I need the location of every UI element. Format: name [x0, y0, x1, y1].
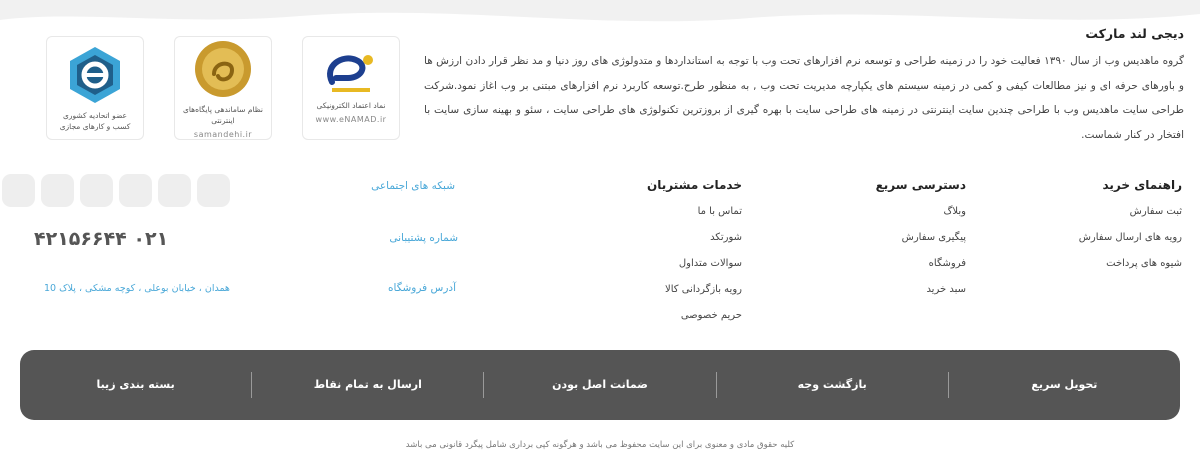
enamad-badge[interactable]	[302, 36, 400, 140]
social-icon-2[interactable]	[41, 174, 74, 207]
about-section	[424, 26, 1184, 147]
service-link-returns[interactable]: رویه بازگردانی کالا	[665, 284, 742, 295]
union-caption	[60, 110, 131, 132]
union-logo-icon	[64, 44, 126, 106]
union-badge[interactable]	[46, 36, 144, 140]
samandehi-caption: نظام ساماندهی پایگاه‌های اینترنتی	[183, 104, 263, 125]
quick-link-cart[interactable]: سبد خرید	[926, 284, 966, 295]
service-link-faq[interactable]: سوالات متداول	[678, 258, 742, 269]
about-text: گروه ماهدیس وب از سال ۱۳۹۰ فعالیت خود را در زمینه طراحی و توسعه نرم افزارهای تحت وب با توجه به استانداردها و متدولوژی های روز دنیا و مد نظر قرار دادن ارزش ها و باورهای حرفه ای و نیز مطالعات کیفی و کمی در زمینه سیستم های یکپارچه مدیریت تحت وب , به منظور طرح.توسعه کاربرد نرم افزارهای مبتنی بر وب اغاز نمود.شرکت طراحی سایت ماهدیس وب با طراحی چندین سایت اینترنتی در زمینه های طراحی سایت با بهره گیری از بروزترین تکنولوژی های طراحی سایت ، سئو و بهینه سازی سایت با افتخار در کنار شماست.	[424, 55, 1184, 141]
samandehi-logo-icon	[192, 38, 254, 100]
enamad-caption: نماد اعتماد الکترونیکی	[316, 101, 386, 110]
store-address-value: همدان ، خیابان بوعلی ، کوچه مشکی ، پلاک 10	[44, 283, 230, 294]
social-icon-5[interactable]	[158, 174, 191, 207]
social-icon-3[interactable]	[80, 174, 113, 207]
customer-services-column	[612, 178, 742, 334]
customer-services-title: خدمات مشتریان	[646, 178, 742, 192]
guide-link-payment[interactable]: شیوه های پرداخت	[1106, 258, 1182, 269]
about-title: دیجی لند مارکت	[1085, 26, 1184, 41]
service-link-contact[interactable]: تماس با ما	[697, 206, 742, 217]
trust-badges	[46, 36, 400, 140]
support-phone-number[interactable]: ۰۲۱ ۴۲۱۵۶۶۴۴	[34, 228, 169, 250]
service-link-privacy[interactable]: حریم خصوصی	[680, 310, 742, 321]
guide-link-shipping[interactable]: رویه های ارسال سفارش	[1078, 232, 1182, 243]
buying-guide-title: راهنمای خرید	[1102, 178, 1182, 192]
samandehi-url: samandehi.ir	[193, 129, 253, 139]
quick-access-title: دسترسی سریع	[875, 178, 966, 192]
feature-authenticity: ضمانت اصل بودن	[483, 372, 715, 398]
quick-link-shop[interactable]: فروشگاه	[928, 258, 966, 269]
buying-guide-column	[1022, 178, 1182, 282]
feature-money-back: بازگشت وجه	[716, 372, 948, 398]
quick-link-blog[interactable]: وبلاگ	[943, 206, 966, 217]
feature-nationwide-shipping: ارسال به تمام نقاط	[251, 372, 483, 398]
enamad-url: www.eNAMAD.ir	[315, 115, 387, 124]
service-link-shortcode[interactable]: شورتکد	[710, 232, 742, 243]
social-icon-4[interactable]	[119, 174, 152, 207]
feature-fast-delivery: تحویل سریع	[948, 372, 1180, 398]
union-caption-line2: کسب و کارهای مجازی	[59, 122, 131, 131]
quick-link-tracking[interactable]: پیگیری سفارش	[901, 232, 966, 243]
social-networks-label: شبکه های اجتماعی	[371, 180, 455, 192]
social-icon-1[interactable]	[2, 174, 35, 207]
store-address-label: آدرس فروشگاه	[388, 282, 456, 294]
feature-nice-packaging: بسته بندی زیبا	[96, 378, 175, 391]
quick-access-column	[836, 178, 966, 308]
samandehi-badge[interactable]	[174, 36, 272, 140]
enamad-logo-icon	[322, 52, 380, 96]
union-caption-line1: عضو اتحادیه کشوری	[63, 111, 127, 120]
social-icon-6[interactable]	[197, 174, 230, 207]
social-icons	[2, 174, 230, 207]
copyright-text: کلیه حقوق مادی و معنوی برای این سایت محفوظ می باشد و هرگونه کپی برداری شامل پیگرد قانونی می باشد	[405, 440, 795, 450]
features-bar	[20, 350, 1180, 420]
support-number-label: شماره پشتیبانی	[389, 232, 458, 244]
guide-link-order[interactable]: ثبت سفارش	[1129, 206, 1182, 217]
